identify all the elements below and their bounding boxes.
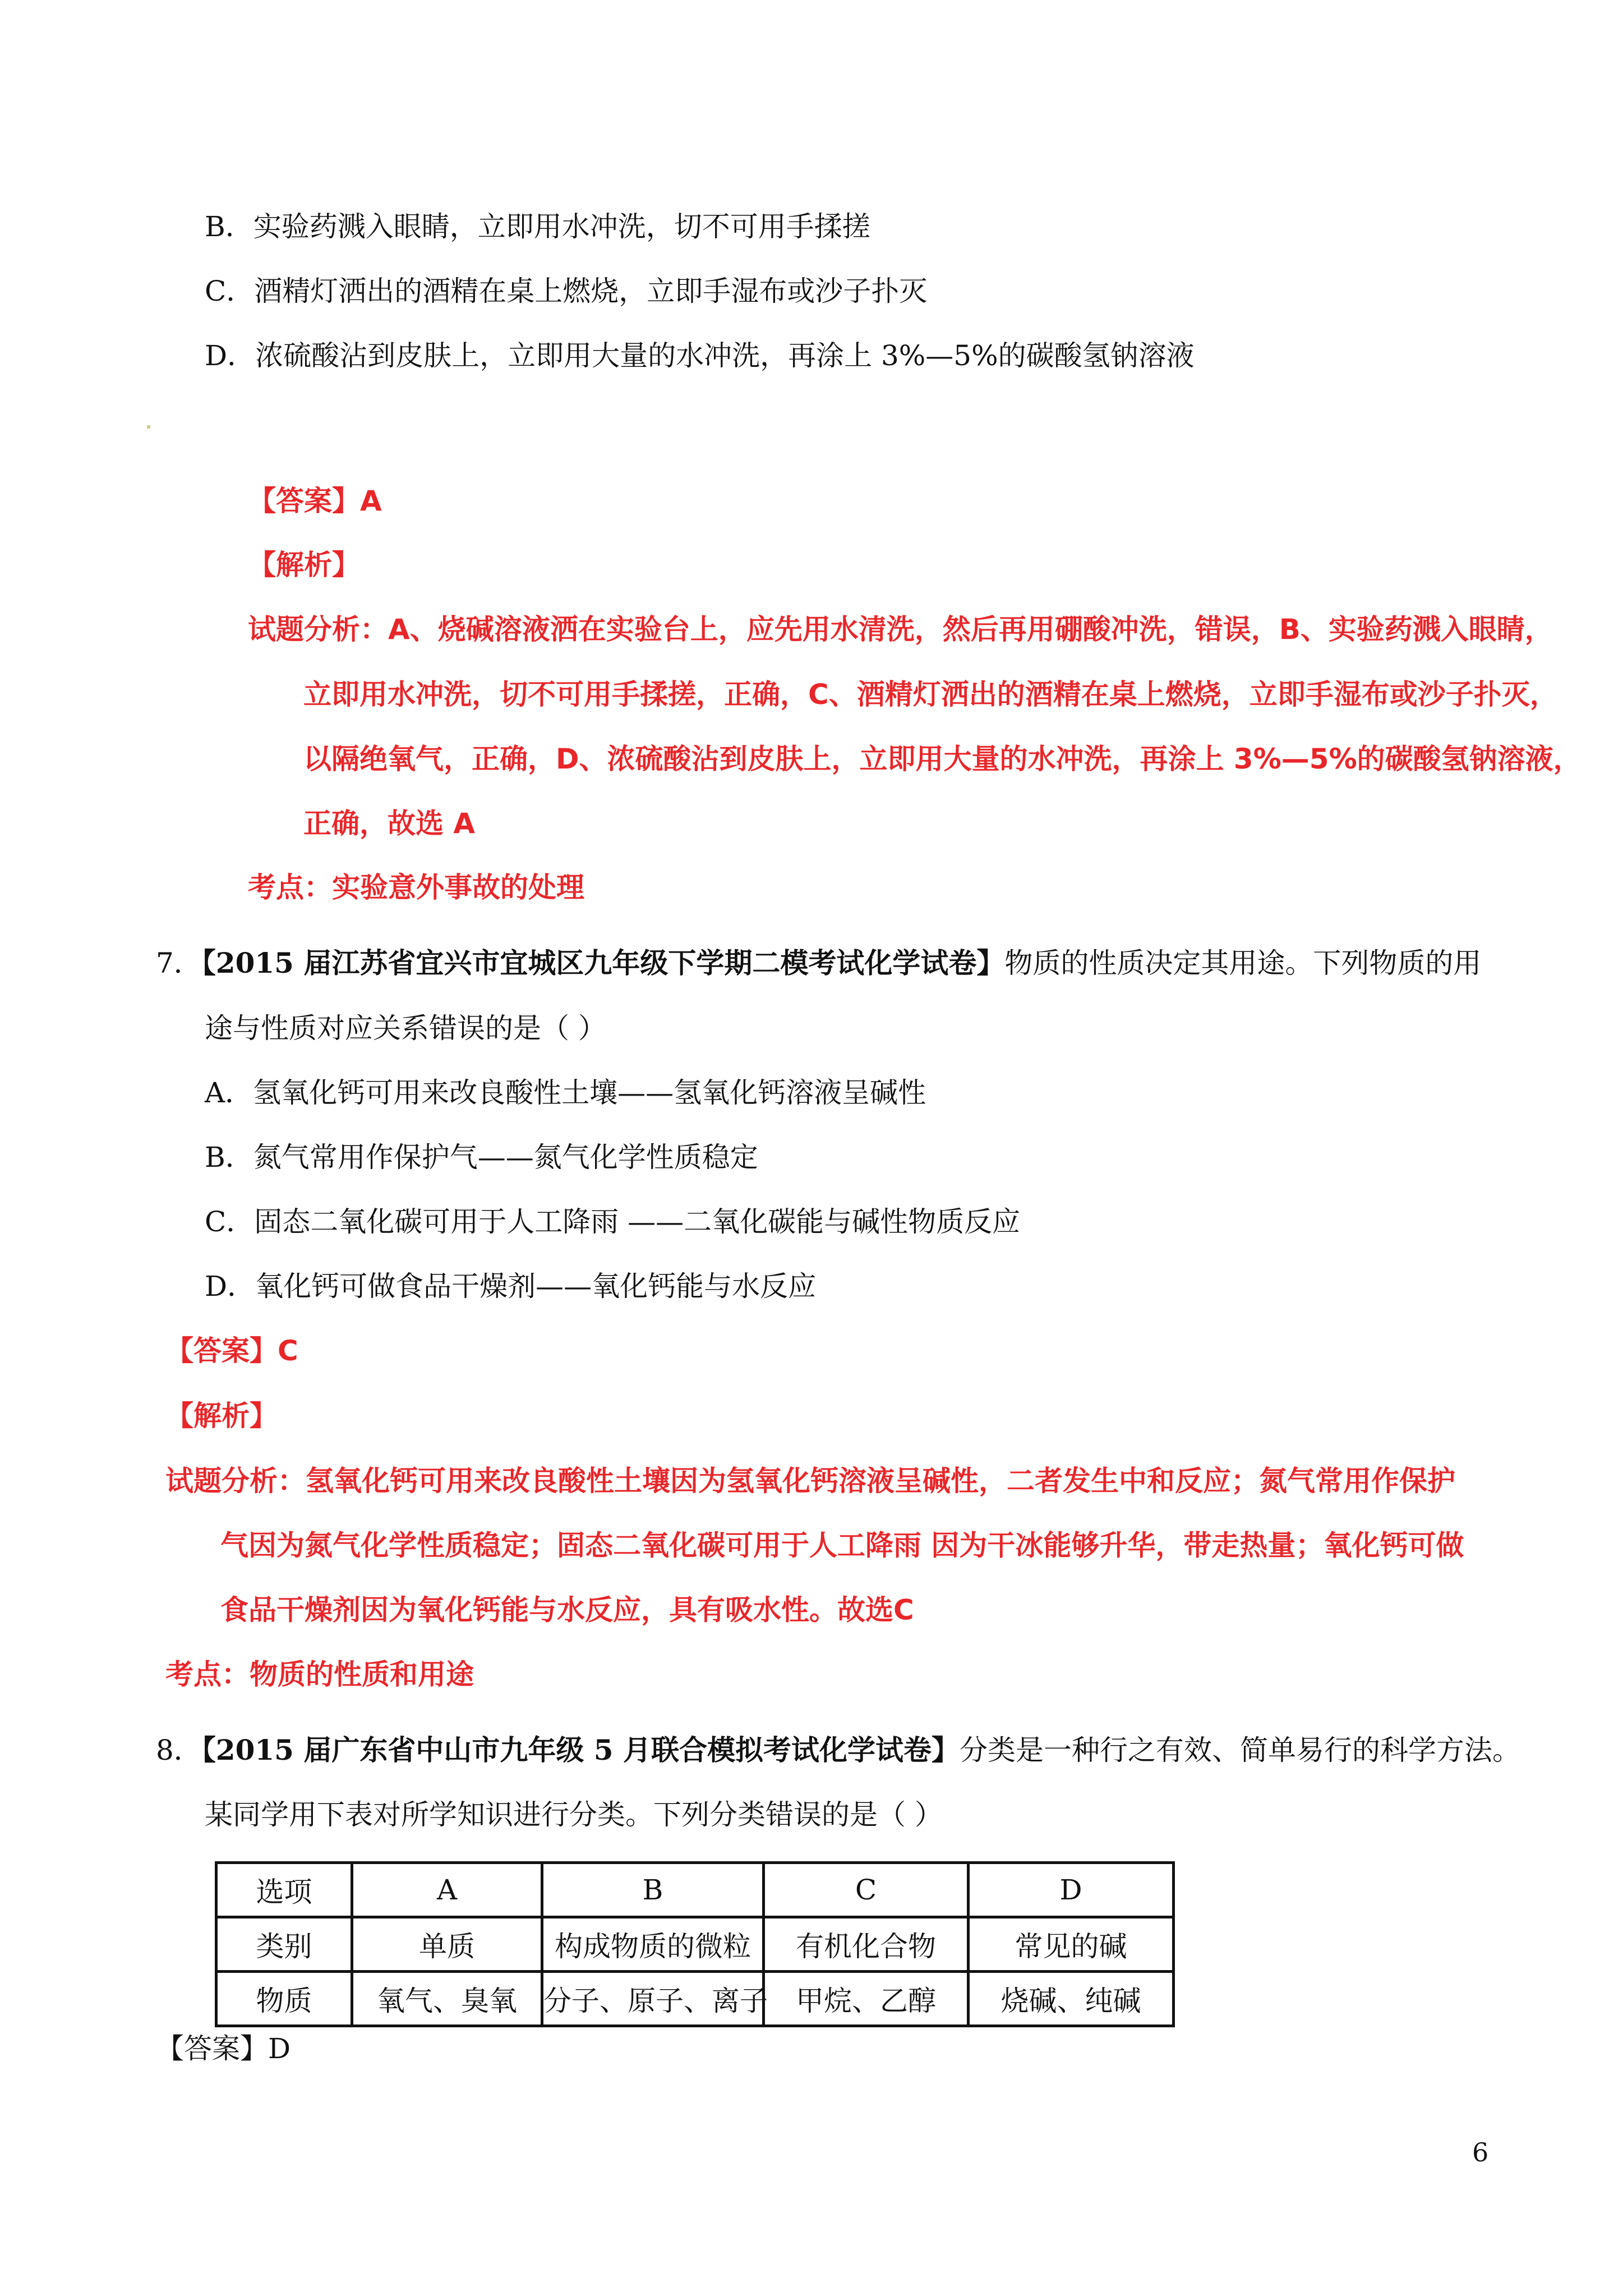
q7-option-b: B．氮气常用作保护气——氮气化学性质稳定 <box>205 1141 758 1174</box>
q7-option-c: C．固态二氧化碳可用于人工降雨 ——二氧化碳能与碱性物质反应 <box>205 1205 1021 1238</box>
q6-analysis-line-3: 以隔绝氧气，正确，D、浓硫酸沾到皮肤上，立即用大量的水冲洗，再涂上 3%—5%的碳酸氢钠溶液， <box>303 743 1581 775</box>
q7-analysis-heading: 【解析】 <box>165 1400 278 1432</box>
q7-analysis-line-2: 气因为氮气化学性质稳定；固态二氧化碳可用于人工降雨 因为干冰能够升华，带走热量；氧化钙可做 <box>220 1529 1464 1562</box>
table-cell: 烧碱、纯碱 <box>969 1972 1174 2026</box>
q7-option-a: A．氢氧化钙可用来改良酸性土壤——氢氧化钙溶液呈碱性 <box>205 1076 926 1109</box>
q6-option-d: D．浓硫酸沾到皮肤上，立即用大量的水冲洗，再涂上 3%—5%的碳酸氢钠溶液 <box>205 339 1195 372</box>
q7-analysis-line-1: 试题分析：氢氧化钙可用来改良酸性土壤因为氢氧化钙溶液呈碱性，二者发生中和反应；氮气常用作保护 <box>165 1465 1455 1497</box>
q6-option-b: B．实验药溅入眼睛，立即用水冲洗，切不可用手揉搓 <box>205 210 870 243</box>
table-cell: 常见的碱 <box>969 1917 1174 1972</box>
table-header-cell: D <box>969 1863 1174 1917</box>
q7-number: 7． <box>156 947 202 979</box>
table-cell: 氧气、臭氧 <box>352 1972 542 2026</box>
q7-stem-line-1 <box>156 945 1481 981</box>
q8-number: 8． <box>156 1734 202 1766</box>
table-cell: 有机化合物 <box>764 1917 969 1972</box>
q8-source: 【2015 届广东省中山市九年级 5 月联合模拟考试化学试卷】 <box>201 1733 960 1766</box>
page-number: 6 <box>1472 2137 1489 2168</box>
stray-dot <box>147 425 150 429</box>
q6-kaodian: 考点：实验意外事故的处理 <box>248 871 584 904</box>
classification-table <box>215 1861 1175 2027</box>
table-header-cell: A <box>352 1863 542 1917</box>
q6-answer: 【答案】A <box>248 485 382 517</box>
q6-analysis-line-1: 试题分析：A、烧碱溶液洒在实验台上，应先用水清洗，然后再用硼酸冲洗，错误，B、实验药溅入眼睛， <box>248 613 1553 646</box>
table-row <box>216 1972 1174 2026</box>
q6-analysis-line-4: 正确，故选 A <box>303 807 476 840</box>
q8-stem-line-1 <box>156 1732 1520 1768</box>
q7-option-d: D．氧化钙可做食品干燥剂——氧化钙能与水反应 <box>205 1270 817 1303</box>
q6-option-c: C．酒精灯洒出的酒精在桌上燃烧，立即手湿布或沙子扑灭 <box>205 275 928 307</box>
q6-analysis-heading: 【解析】 <box>248 549 360 581</box>
q7-analysis-line-3: 食品干燥剂因为氧化钙能与水反应，具有吸水性。故选C <box>220 1594 914 1626</box>
table-row <box>216 1917 1174 1972</box>
table-row <box>216 1863 1174 1917</box>
table-cell: 类别 <box>216 1917 352 1972</box>
table-cell: 甲烷、乙醇 <box>764 1972 969 2026</box>
table-cell: 分子、原子、离子 <box>542 1972 764 2026</box>
q8-stem-line-2: 某同学用下表对所学知识进行分类。下列分类错误的是（ ） <box>205 1798 943 1831</box>
table-header-cell: 选项 <box>216 1863 352 1917</box>
q8-stem-text: 分类是一种行之有效、简单易行的科学方法。 <box>959 1734 1520 1766</box>
q7-stem-text: 物质的性质决定其用途。下列物质的用 <box>1004 947 1482 979</box>
table-header-cell: C <box>764 1863 969 1917</box>
table-cell: 构成物质的微粒 <box>542 1917 764 1972</box>
table-cell: 单质 <box>352 1917 542 1972</box>
q7-kaodian: 考点：物质的性质和用途 <box>165 1658 474 1691</box>
table-cell: 物质 <box>216 1972 352 2026</box>
table-header-cell: B <box>542 1863 764 1917</box>
q7-source: 【2015 届江苏省宜兴市宜城区九年级下学期二模考试化学试卷】 <box>201 946 1005 979</box>
q8-answer: 【答案】D <box>156 2032 291 2065</box>
q7-answer: 【答案】C <box>165 1335 298 1367</box>
q6-analysis-line-2: 立即用水冲洗，切不可用手揉搓，正确，C、酒精灯洒出的酒精在桌上燃烧，立即手湿布或沙子扑灭， <box>303 678 1558 711</box>
q7-stem-line-2: 途与性质对应关系错误的是（ ） <box>205 1012 606 1045</box>
